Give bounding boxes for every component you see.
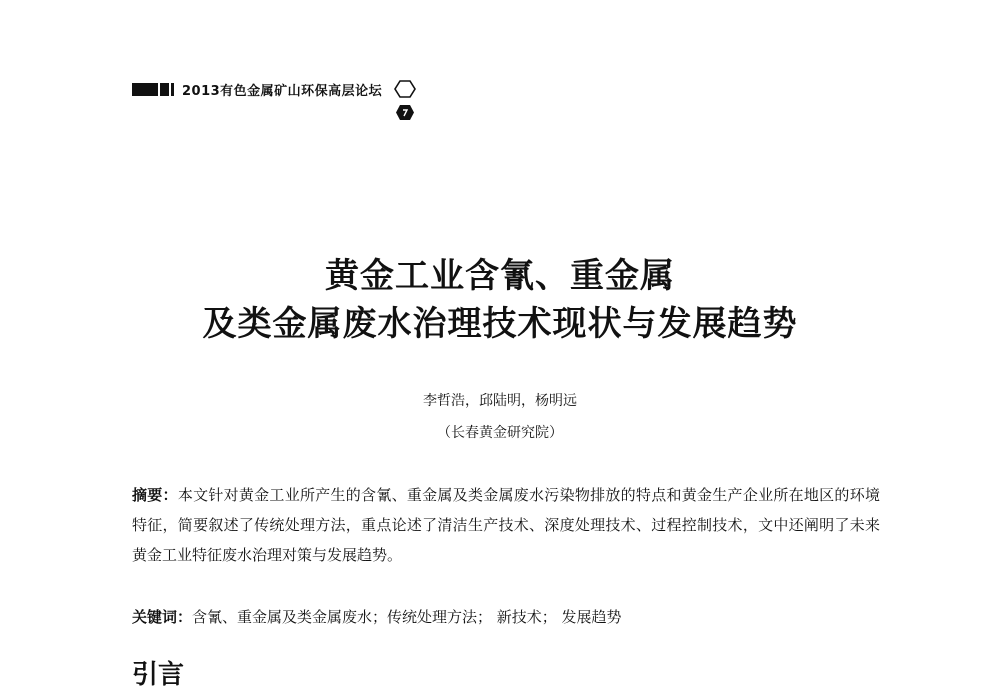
hexagon-icon [394,80,416,98]
abstract-text: 本文针对黄金工业所产生的含氰、重金属及类金属废水污染物排放的特点和黄金生产企业所在地区的环境特征，简要叙述了传统处理方法，重点论述了清洁生产技术、深度处理技术、过程控制技术，文中还阐明了未来黄金工业特征废水治理对策与发展趋势。 [132,486,880,564]
authors: 李哲浩，邱陆明，杨明远 [423,393,577,409]
paper-title [0,252,1000,348]
keywords-text: 含氰、重金属及类金属废水；传统处理方法； 新技术； 发展趋势 [192,608,622,626]
abstract [132,480,880,570]
keywords-label: 关键词： [132,608,193,626]
title-line-1: 黄金工业含氰、重金属 [325,256,675,296]
keywords [132,604,880,630]
publisher-logo-icon [132,83,176,96]
affiliation: （长春黄金研究院） [437,425,563,441]
header-title: 2013有色金属矿山环保高层论坛 [182,83,383,99]
title-line-2: 及类金属废水治理技术现状与发展趋势 [202,304,798,344]
section-heading: 引言 [132,660,185,690]
running-header [132,78,416,100]
abstract-label: 摘要： [132,486,178,504]
page-number-badge-icon [395,104,415,121]
